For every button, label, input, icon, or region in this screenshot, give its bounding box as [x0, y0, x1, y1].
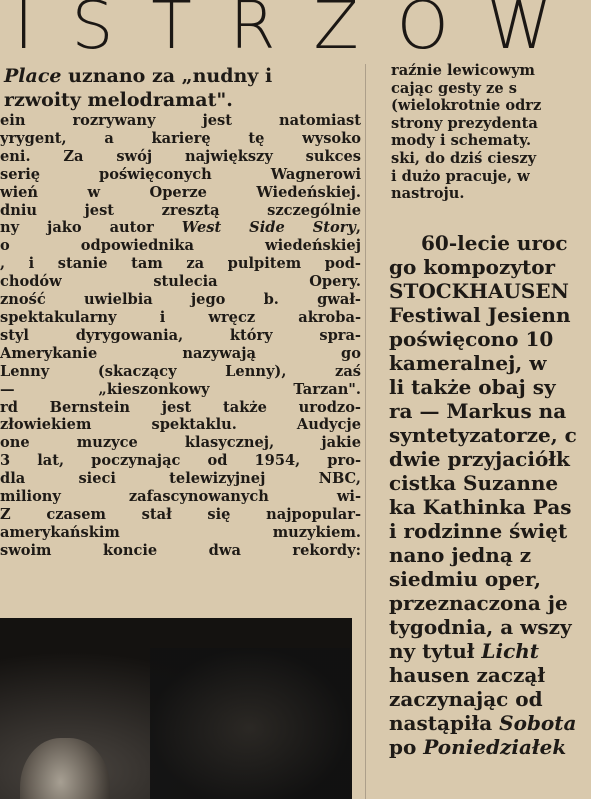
body-line: wień w Operze Wiedeńskiej. — [0, 183, 361, 201]
big-line: syntetyzatorze, c — [389, 422, 577, 447]
big-line: ka Kathinka Pas — [389, 494, 572, 519]
body-line: , i stanie tam za pulpitem pod- — [0, 255, 361, 273]
big-line: kameralnej, w — [389, 350, 547, 375]
big-line: poświęcono 10 — [389, 326, 554, 351]
small-line: mody i schematy. — [391, 132, 532, 150]
lead-line — [0, 64, 365, 88]
big-line: dwie przyjaciółk — [389, 446, 570, 471]
small-line: raźnie lewicowym — [391, 62, 535, 79]
big-line: tygodnia, a wszy — [389, 614, 572, 639]
lead-italic: Place — [4, 65, 62, 87]
body-line: spektakularny i wręcz akroba- — [0, 308, 361, 326]
left-column — [0, 64, 365, 612]
body-line: dniu jest zresztą szczególnie — [0, 201, 361, 219]
big-line: przeznaczona je — [389, 590, 568, 615]
small-line: i dużo pracuje, w — [391, 167, 530, 185]
small-line: cając gesty ze s — [391, 79, 517, 97]
italic-title: Poniedziałek — [423, 734, 567, 759]
body-line: amerykańskim muzykiem. — [0, 523, 361, 541]
right-column — [385, 62, 591, 799]
big-line: 60-lecie uroc — [421, 230, 568, 255]
small-line: strony prezydenta — [391, 114, 538, 132]
body-line: 3 lat, poczynając od 1954, pro- — [0, 452, 361, 470]
body-line: Lenny (skaczący Lenny), zaś — [0, 362, 361, 380]
right-small-text — [385, 62, 591, 203]
body-line: styl dyrygowania, który spra- — [0, 326, 361, 344]
big-line: zaczynając od — [389, 686, 543, 711]
italic-title: West Side Story — [181, 219, 356, 237]
body-line: rd Bernstein jest także urodzo- — [0, 398, 361, 416]
big-line: ra — Markus na — [389, 398, 567, 423]
big-line: nastąpiła Sobota — [389, 710, 577, 735]
big-line: siedmiu oper, — [389, 566, 541, 591]
lead-rest: uznano za „nudny i — [68, 65, 273, 87]
big-line: po Poniedziałek — [389, 734, 567, 759]
photo-figure-head — [20, 738, 110, 799]
big-line: ny tytuł Licht — [389, 638, 540, 663]
body-line: złowiekiem spektaklu. Audycje — [0, 416, 361, 434]
body-line: o odpowiednika wiedeńskiej — [0, 237, 361, 255]
small-line: nastroju. — [391, 185, 465, 203]
body-line: swoim koncie dwa rekordy: — [0, 541, 361, 559]
body-line: miliony zafascynowanych wi- — [0, 488, 361, 506]
big-line: nano jedną z — [389, 542, 532, 567]
body-line: — „kieszonkowy Tarzan". — [0, 380, 361, 398]
right-big-text — [385, 231, 591, 759]
big-line: cistka Suzanne — [389, 470, 559, 495]
body-line: chodów stulecia Opery. — [0, 273, 361, 291]
body-line: ny jako autor West Side Story, — [0, 219, 361, 237]
big-line: Festiwal Jesienn — [389, 302, 571, 327]
paragraph-gap — [385, 203, 591, 231]
italic-title: Sobota — [499, 710, 577, 735]
body-line: Z czasem stał się najpopular- — [0, 505, 361, 523]
big-line: STOCKHAUSEN — [389, 278, 569, 303]
body-line: zność uwielbia jego b. gwał- — [0, 291, 361, 309]
body-line: yrygent, a karierę tę wysoko — [0, 129, 361, 147]
lead-line: rzwoity melodramat". — [4, 89, 233, 111]
body-line: Amerykanie nazywają go — [0, 344, 361, 362]
left-body — [0, 112, 365, 560]
body-line: serię poświęconych Wagnerowi — [0, 165, 361, 183]
body-line: dla sieci telewizyjnej NBC, — [0, 470, 361, 488]
body-line: one muzyce klasycznej, jakie — [0, 434, 361, 452]
small-line: ski, do dziś cieszy — [391, 149, 537, 167]
small-line: (wielokrotnie odrz — [391, 97, 542, 115]
big-line: go kompozytor — [389, 254, 556, 279]
italic-title: Licht — [481, 638, 540, 663]
column-divider — [365, 64, 366, 799]
photo-shadow — [150, 648, 350, 799]
big-line: li także obaj sy — [389, 374, 556, 399]
body-line: ein rozrywany jest natomiast — [0, 112, 361, 129]
big-line: i rodzinne święt — [389, 518, 568, 543]
headline: ISTRZOW — [14, 0, 590, 58]
big-line: hausen zaczął — [389, 662, 546, 687]
photo — [0, 618, 352, 799]
body-line: eni. Za swój największy sukces — [0, 147, 361, 165]
